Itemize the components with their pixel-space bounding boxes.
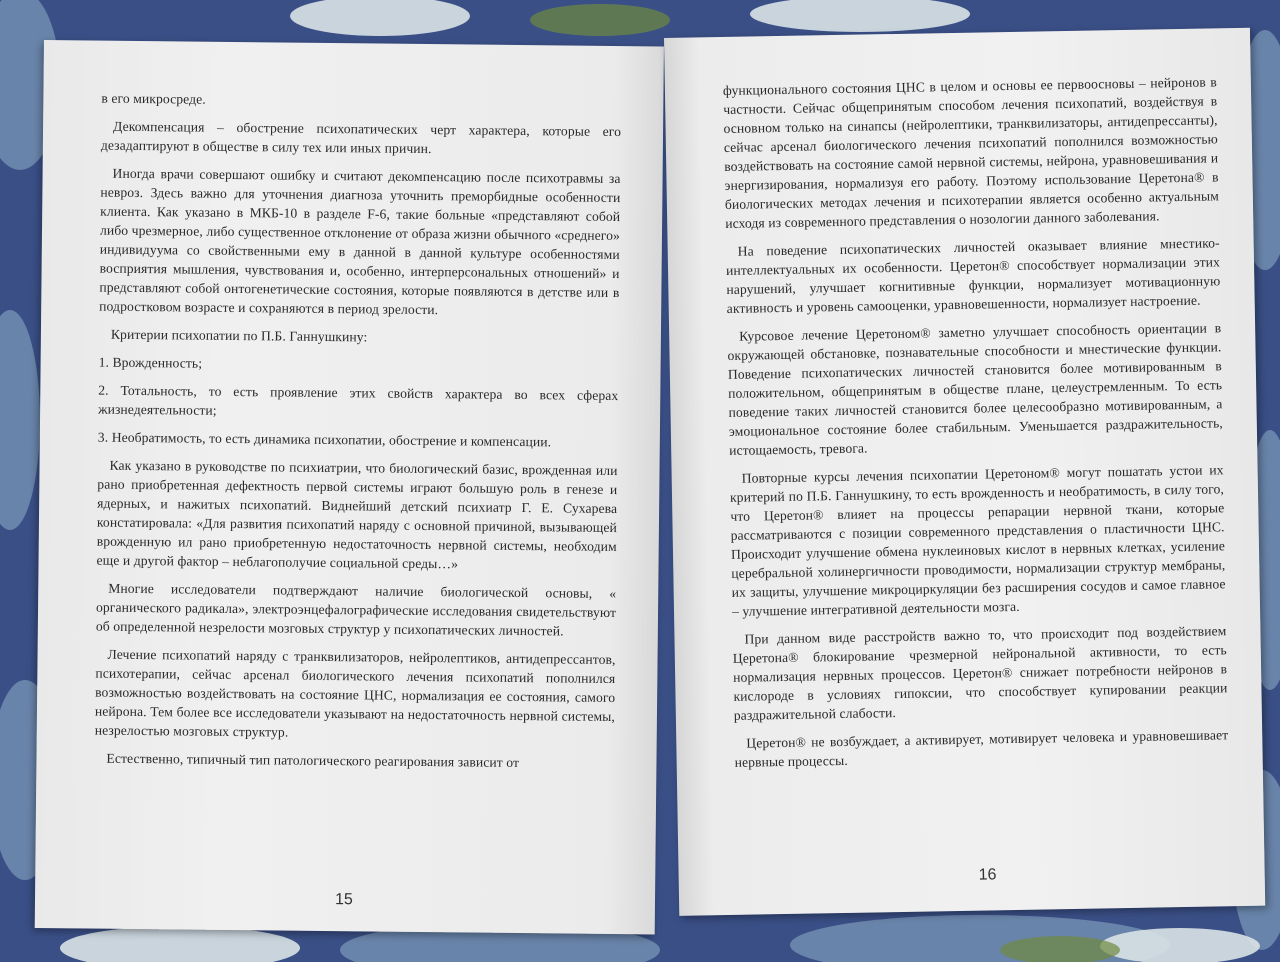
page-number: 15 — [334, 891, 353, 909]
paragraph: При данном виде расстройств важно то, что происходит под воздействием Церетона® блокирование чрезмерной нейрональной активности, то есть нормализация нервных процессов. Церетон® снижает потребности нейронов в кислороде в условиях гипоксии, что способствует купировании реакции раздражительной слабости. — [732, 623, 1228, 723]
paragraph: Курсовое лечение Церетоном® заметно улучшает способность ориентации в окружающей обстановке, познавательные способности и мнестические функции. Поведение психопатических личностей становится более мотивированным в положительном, общепринятым в обществе плане, целеустремленным. То есть поведение таких личностей становится более целесообразно мотивированным, а эмоциональное состояние более стабильным. Уменьшается раздражительность, истощаемость, тревога. — [727, 320, 1223, 458]
paragraph: Естественно, типичный тип патологического реагирования зависит от — [106, 750, 520, 771]
list-item: 3. Необратимость, то есть динамика психопатии, обострение и компенсации. — [97, 429, 552, 450]
paragraph: Иногда врачи совершают ошибку и считают декомпенсацию после психотравмы за невроз. Здесь важно для уточнения диагноза уточнить преморбидные особенности клиента. Как указано в МКБ-10 в разделе F-6, такие больные «представляют собой либо чрезмерное, либо существенное отклонение от образа жизни обычного «среднего» индивидуума со свойственными ему в данной в данной культуре особенностями восприятия мышления, чувствования и, особенно, интерперсональных отношений» и представляют собой онтогенетические состояния, которые появляются в детстве или в подростковом возрасте и сохраняются в период зрелости. — [99, 165, 621, 318]
paragraph: Декомпенсация – обострение психопатических черт характера, которые его дезадаптируют в обществе в силу тех или иных причин. — [100, 118, 622, 157]
list-item: 2. Тотальность, то есть проявление этих свойств характера во всех сферах жизнедеятельности; — [98, 382, 619, 418]
paragraph: Как указано в руководстве по психиатрии, что биологический базис, врожденная или рано приобретенная дефектность первой системы играют большую роль в генезе и ядерных, и нажитых психопатий. Виднейший детский психиатр Г. Е. Сухарева констатировала: «Для развития психопатий наряду с основной причиной, вызывающей врожденную ил рано приобретенную недостаточность нервной системы, необходим еще и другой фактор – неблагополучие социальной среды…» — [96, 457, 618, 572]
paragraph: Критерии психопатии по П.Б. Ганнушкину: — [110, 326, 368, 345]
paragraph: в его микросреде. — [101, 90, 206, 107]
paragraph: Церетон® не возбуждает, а активирует, мотивирует человека и уравновешивает нервные процессы. — [734, 727, 1229, 770]
right-page — [664, 28, 1265, 916]
paragraph: Повторные курсы лечения психопатии Церетоном® могут пошатать устои их критерий по П.Б. Ганнушкину, то есть врожденность и необратимость, в силу того, что Церетон® влияет на процессы репарации нервной ткани, которые рассматриваются с позиции современного представления о пластичности ЦНС. Происходит улучшение обмена нуклеиновых кислот в нервных клетках, усиление церебральной холинергичности проводимости, нормализации структур мембраны, их защиты, улучшение микроциркуляции без расширения сосудов и самое главное – улучшение интегративной деятельности мозга. — [729, 462, 1226, 619]
list-item: 1. Врожденность; — [98, 354, 203, 371]
left-page — [35, 40, 664, 934]
paragraph: Многие исследователи подтверждают наличие биологической основы, « органического радикала», электроэнцефалографические исследования свидетельствуют об определенной незрелости мозговых структур у психопатических личностей. — [95, 580, 617, 639]
paragraph: функционального состояния ЦНС в целом и основы ее первоосновы – нейронов в частности. Сейчас общепринятым способом лечения психопатий, воздействуя в основном только на синапсы (нейролептики, транквилизаторы, антидепрессанты), сейчас арсенал биологического лечения психопатий пополнился возможностью воздействовать на состояние самой нервной системы, нейрона, уравновешивания и энергизирования, нормализуя его работу. Поэтому использование Церетона® в биологических методах лечения и психотерапии является особенно актуальным исходя из современного представления о нозологии данного заболевания. — [722, 74, 1219, 231]
paragraph: На поведение психопатических личностей оказывает влияние мнестико-интеллектуальных их особенности. Церетон® способствует нормализации этих нарушений, улучшает когнитивные функции, нормализует мотивационную активность и уровень самооценки, уравновешенности, нормализует настроение. — [725, 235, 1221, 316]
paragraph: Лечение психопатий наряду с транквилизаторов, нейролептиков, антидепрессантов, психотерапии, сейчас арсенал биологического лечения психопатий пополнился возможностью воздействовать на состояние ЦНС, нормализация ее состояния, самого нейрона. Тем более все исследователи указывают на недостаточность нервной системы, незрелостью мозговых структур. — [94, 646, 616, 740]
page-number: 16 — [978, 866, 997, 884]
